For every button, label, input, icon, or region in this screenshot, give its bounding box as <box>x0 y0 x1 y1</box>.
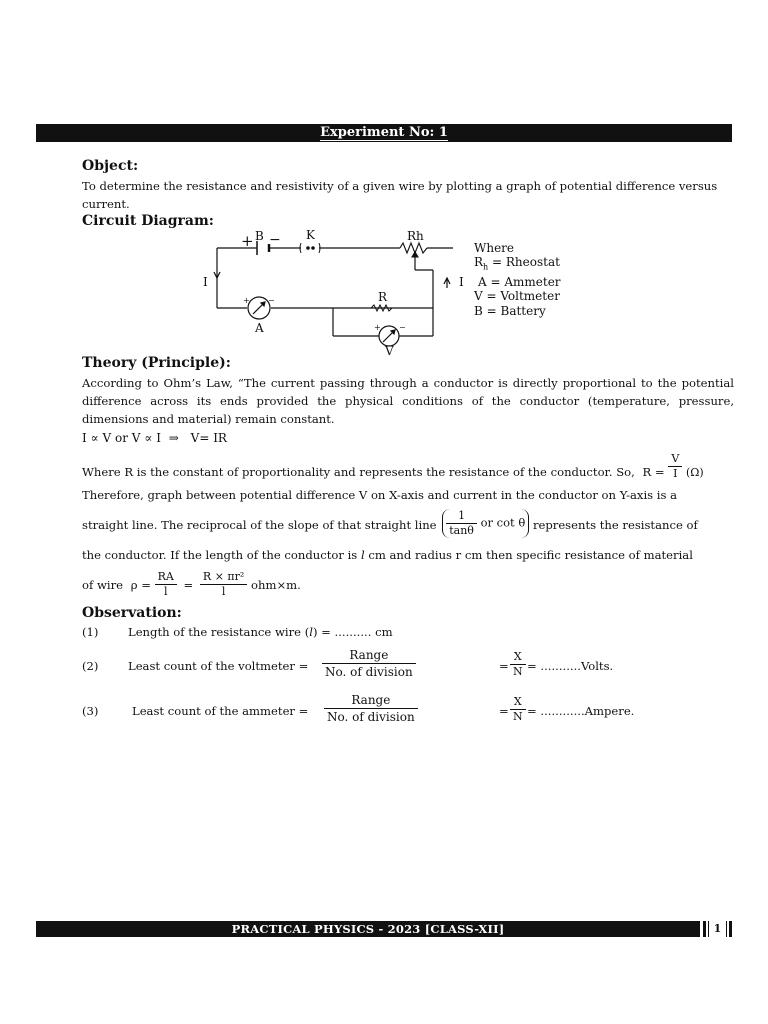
observation-heading: Observation: <box>82 605 182 621</box>
experiment-title-bar <box>36 124 732 142</box>
object-heading: Object: <box>82 158 139 174</box>
legend-voltmeter: V = Voltmeter <box>474 289 560 304</box>
legend-battery: B = Battery <box>474 303 546 318</box>
voltmeter-range-fraction: $\frac{\text{Range}}{\text{No. of division}}$ <box>322 647 416 680</box>
footer-title: PRACTICAL PHYSICS - 2023 [CLASS-XII] <box>231 922 505 936</box>
voltmeter-icon <box>379 326 399 346</box>
voltmeter-eq-sign: = <box>499 659 509 673</box>
ammeter-minus-label: − <box>268 296 275 305</box>
resistance-fraction: $\frac{V}{I}$ <box>668 452 682 481</box>
current-left-label: I <box>203 275 208 289</box>
observation-row-1-text: Length of the resistance wire (l) = .......... cm <box>128 625 393 639</box>
ammeter-eq-sign: = <box>499 704 509 718</box>
theory-paragraph-4: straight line. The reciprocal of the slope of that straight line $\frac{1}{\tan\theta}$ or cot θ represents the resistance of <box>82 509 698 537</box>
observation-row-2-text: Least count of the voltmeter = <box>128 659 309 673</box>
circuit-diagram <box>195 228 485 360</box>
observation-row-3-text: Least count of the ammeter = <box>132 704 309 718</box>
observation-row-3-number: (3) <box>82 704 99 718</box>
battery-minus-label: − <box>269 232 281 248</box>
rheostat-icon <box>400 243 427 257</box>
ammeter-icon <box>248 297 270 319</box>
theory-paragraph-5: the conductor. If the length of the conductor is l cm and radius r cm then specific resistance of material <box>82 548 693 562</box>
voltmeter-result: = ...........Volts. <box>527 659 614 673</box>
rheostat-label: Rh <box>407 229 424 243</box>
legend-where: Where <box>474 241 515 255</box>
key-icon <box>300 243 320 253</box>
battery-icon <box>257 241 269 255</box>
circuit-diagram-heading: Circuit Diagram: <box>82 213 214 229</box>
ohms-law-relation: I ∝ V or V ∝ I ⇒ V= IR <box>82 431 227 445</box>
resistor-label: R <box>378 290 388 304</box>
theory-paragraph-2: Where R is the constant of proportionality and represents the resistance of the conductor. So, R = $\frac{V}{I}$ (Ω) <box>82 452 704 480</box>
ammeter-label: A <box>255 321 264 335</box>
key-label: K <box>306 228 315 242</box>
ammeter-plus-label: + <box>243 296 250 305</box>
footer-bar <box>36 921 700 937</box>
voltmeter-minus-label: − <box>399 323 406 332</box>
battery-plus-label: + <box>241 232 254 250</box>
theory-paragraph-1: According to Ohm’s Law, “The current passing through a conductor is directly proportional to the potential difference across its ends provided the physical conditions of the conductor (temperature, pressure, dimensions and material) remain constant. <box>82 376 734 426</box>
voltmeter-xn-fraction: $\frac{X}{N}$ <box>510 650 526 679</box>
circuit-legend <box>474 241 561 318</box>
ammeter-result: = ............Ampere. <box>527 704 635 718</box>
legend-ammeter: A = Ammeter <box>478 274 561 289</box>
theory-paragraph-3: Therefore, graph between potential difference V on X-axis and current in the conductor on Y-axis is a <box>82 488 678 502</box>
page-number: 1 <box>703 921 732 937</box>
object-text: To determine the resistance and resistivity of a given wire by plotting a graph of potential difference versus current. <box>82 179 718 211</box>
voltmeter-label: V <box>385 344 394 358</box>
slope-expression: $\frac{1}{\tan\theta}$ or cot θ <box>442 509 529 538</box>
voltmeter-plus-label: + <box>374 323 381 332</box>
observation-row-1-number: (1) <box>82 625 99 639</box>
resistivity-formula: of wire ρ = $\frac{RA}{l}$ = $\frac{\text{R × πr²}}{l}$ ohm×m. <box>82 570 301 598</box>
current-right-label: I <box>459 275 464 289</box>
ammeter-xn-fraction: $\frac{X}{N}$ <box>510 695 526 724</box>
ammeter-range-fraction: $\frac{\text{Range}}{\text{No. of division}}$ <box>324 692 418 725</box>
observation-row-2-number: (2) <box>82 659 99 673</box>
legend-rheostat: $R_h$ = Rheostat <box>474 255 560 272</box>
experiment-title: Experiment No: 1 <box>320 125 448 140</box>
battery-label: B <box>255 229 264 243</box>
theory-heading: Theory (Principle): <box>82 355 231 371</box>
